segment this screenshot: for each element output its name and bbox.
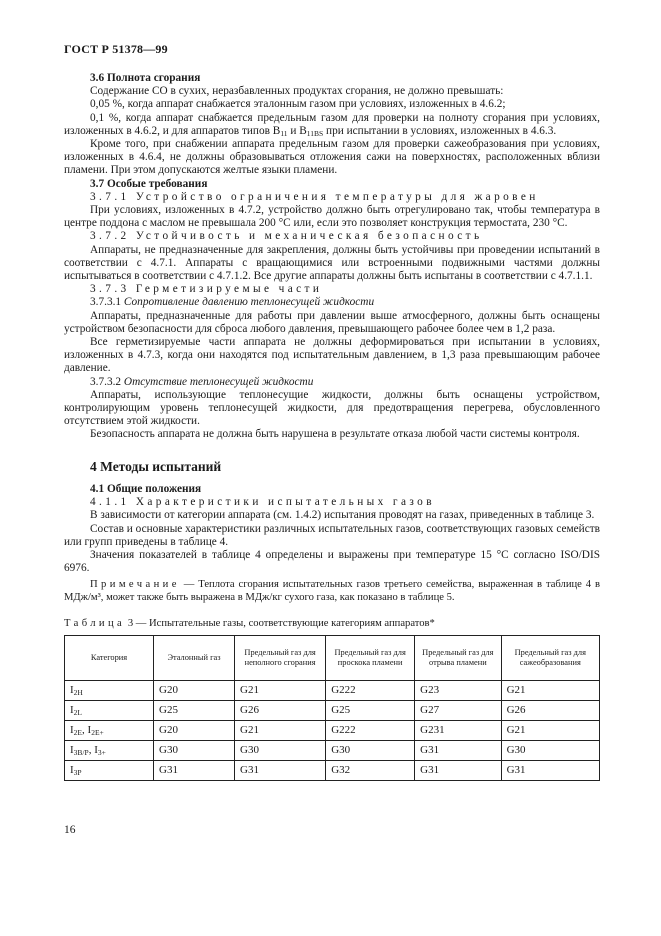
section-4-1-title: 4.1 Общие положения: [90, 482, 202, 495]
category-cell: [65, 760, 154, 780]
document-body: [64, 72, 600, 781]
section-3-7-3-1-title: [64, 296, 600, 309]
col-header: Предельный газ для проскока пламени: [326, 635, 415, 680]
note: [64, 579, 600, 604]
subscript: 3P: [73, 767, 82, 777]
category-cell: [65, 700, 154, 720]
paragraph: Аппараты, не предназначенные для закрепления, должны быть устойчивы при проведении испытаний в соответствии с 4.7.1. Аппараты с вращающимися или встроенными подвижными частями должны испытываться в соответствии с 4.7.1.2. Все другие аппараты должны быть испытаны в соответствии с 4.7.1.1.: [64, 243, 600, 283]
table-row: [65, 700, 600, 720]
text-run: при испытании в условиях, изложенных в 4.6.3.: [326, 124, 557, 137]
paragraph: Кроме того, при снабжении аппарата предельным газом для проверки сажеобразования при условиях, изложенных в 4.6.4, не должны образовываться отложения сажи на поверхностях, расположенных вблизи пламени. При этом допускаются желтые языки пламени.: [64, 138, 600, 177]
section-title: Сопротивление давлению теплонесущей жидкости: [123, 296, 375, 309]
subscript: 11: [280, 128, 288, 138]
gas-cell: G30: [154, 740, 235, 760]
gas-cell: G32: [326, 760, 415, 780]
paragraph: Значения показателей в таблице 4 определены и выражены при температуре 15 °C согласно ISO/DIS 6976.: [64, 548, 600, 575]
subscript: 11BS: [306, 128, 324, 138]
subscript: 3+: [97, 747, 106, 757]
section-3-6-title: 3.6 Полнота сгорания: [90, 72, 201, 84]
gas-cell: G222: [326, 680, 415, 700]
text-run: I: [70, 703, 74, 716]
category-cell: [65, 680, 154, 700]
paragraph: При условиях, изложенных в 4.7.2, устройство должно быть отрегулировано так, чтобы температура в центре поддона с маслом не превышала 200 °C или, если это позволяет конструкция термостата, 230 °C.: [64, 204, 600, 230]
table-header-row: [65, 635, 600, 680]
section-3-7-3-title: 3.7.3 Герметизируемые части: [90, 283, 323, 296]
subscript: 3B/P: [73, 747, 89, 757]
paragraph: Содержание CO в сухих, неразбавленных продуктах сгорания, не должно превышать:: [90, 85, 504, 98]
gas-cell: G30: [501, 740, 599, 760]
gas-cell: G30: [235, 740, 326, 760]
text-run: и B: [290, 124, 307, 137]
section-title: Отсутствие теплонесущей жидкости: [123, 375, 314, 388]
section-number: 3.7.3.1: [90, 296, 122, 309]
subscript: 2L: [73, 707, 83, 717]
paragraph: Безопасность аппарата не должна быть нарушена в результате отказа любой части системы контроля.: [90, 428, 580, 441]
col-header: Предельный газ для сажеобразования: [501, 635, 599, 680]
table-row: [65, 760, 600, 780]
page-number: 16: [64, 824, 76, 836]
paragraph: В зависимости от категории аппарата (см. 1.4.2) испытания проводят на газах, приведенных в таблице 3.: [90, 509, 595, 522]
section-4-1-1-title: 4.1.1 Характеристики испытательных газов: [90, 496, 435, 509]
gas-cell: G222: [326, 720, 415, 740]
paragraph: [64, 112, 600, 138]
col-header: Предельный газ для неполного сгорания: [235, 635, 326, 680]
gas-cell: G21: [501, 680, 599, 700]
gas-cell: G31: [235, 760, 326, 780]
note-label: Примечание: [90, 579, 180, 591]
paragraph: Состав и основные характеристики различных испытательных газов, соответствующих газовых семейств или групп приведены в таблице 4.: [64, 522, 600, 548]
category-cell: [65, 720, 154, 740]
test-gases-table: [64, 635, 600, 781]
paragraph: Все герметизируемые части аппарата не должны деформироваться при испытании в условиях, изложенных в 4.7.3, когда они находятся под испытательным давлением, в 1,3 раза превышающим рабочее давление.: [64, 336, 600, 375]
category-cell: [65, 740, 154, 760]
table-label: Таблица: [64, 617, 126, 629]
col-header: Эталонный газ: [154, 635, 235, 680]
subscript: 2E+: [91, 727, 104, 737]
gas-cell: G21: [501, 720, 599, 740]
gas-cell: G30: [326, 740, 415, 760]
section-3-7-3-2-title: [64, 376, 600, 389]
running-header: ГОСТ Р 51378—99: [64, 42, 168, 56]
gas-cell: G20: [154, 720, 235, 740]
gas-cell: G20: [154, 680, 235, 700]
paragraph: Аппараты, использующие теплонесущие жидкости, должны быть оснащены устройством, контролирующим уровень теплонесущей жидкости, для предотвращения перегрева, обусловленного отсутствием этой жидкости.: [64, 388, 600, 428]
table-row: [65, 740, 600, 760]
section-number: 3.7.3.2: [90, 375, 122, 388]
gas-cell: G231: [415, 720, 501, 740]
gas-cell: G31: [415, 760, 501, 780]
col-header: Предельный газ для отрыва пламени: [415, 635, 501, 680]
text-run: I: [70, 723, 74, 736]
table-caption-text: 3 — Испытательные газы, соответствующие категориям аппаратов*: [125, 617, 435, 629]
gas-cell: G31: [154, 760, 235, 780]
gas-cell: G27: [415, 700, 501, 720]
text-run: I: [70, 743, 74, 756]
gas-cell: G25: [154, 700, 235, 720]
text-run: 0,1 %, когда аппарат снабжается предельным газом для проверки на полноту сгорания при условиях, изложенных в 4.6.2, и для аппаратов типов B: [64, 111, 600, 137]
paragraph: 0,05 %, когда аппарат снабжается эталонным газом при условиях, изложенных в 4.6.2;: [90, 98, 506, 111]
table-caption: [64, 617, 600, 630]
section-4-title: 4 Методы испытаний: [90, 458, 222, 474]
gas-cell: G21: [235, 680, 326, 700]
gas-cell: G31: [415, 740, 501, 760]
text-run: I: [70, 763, 74, 776]
table-row: [65, 680, 600, 700]
gas-cell: G31: [501, 760, 599, 780]
text-run: , I: [88, 743, 98, 756]
gas-cell: G26: [235, 700, 326, 720]
gas-cell: G25: [326, 700, 415, 720]
section-3-7-2-title: 3.7.2 Устойчивость и механическая безопасность: [90, 230, 483, 243]
section-3-7-1-title: 3.7.1 Устройство ограничения температуры для жаровен: [90, 190, 539, 203]
gas-cell: G21: [235, 720, 326, 740]
text-run: I: [70, 683, 74, 696]
col-header: Категория: [65, 635, 154, 680]
gas-cell: G26: [501, 700, 599, 720]
gas-cell: G23: [415, 680, 501, 700]
table-row: [65, 720, 600, 740]
section-3-7-title: 3.7 Особые требования: [90, 177, 208, 190]
note-text: — Теплота сгорания испытательных газов третьего семейства, выраженная в таблице 4 в МДж/м³, может также быть выражена в МДж/кг сухого газа, как показано в таблице 5.: [64, 579, 600, 603]
subscript: 2E: [73, 727, 83, 737]
subscript: 2H: [73, 687, 83, 697]
text-run: , I: [82, 723, 92, 736]
paragraph: Аппараты, предназначенные для работы при давлении выше атмосферного, должны быть оснащены устройством безопасности для сброса любого давления, превышающего рабочее более чем в 1,2 раза.: [64, 309, 600, 335]
